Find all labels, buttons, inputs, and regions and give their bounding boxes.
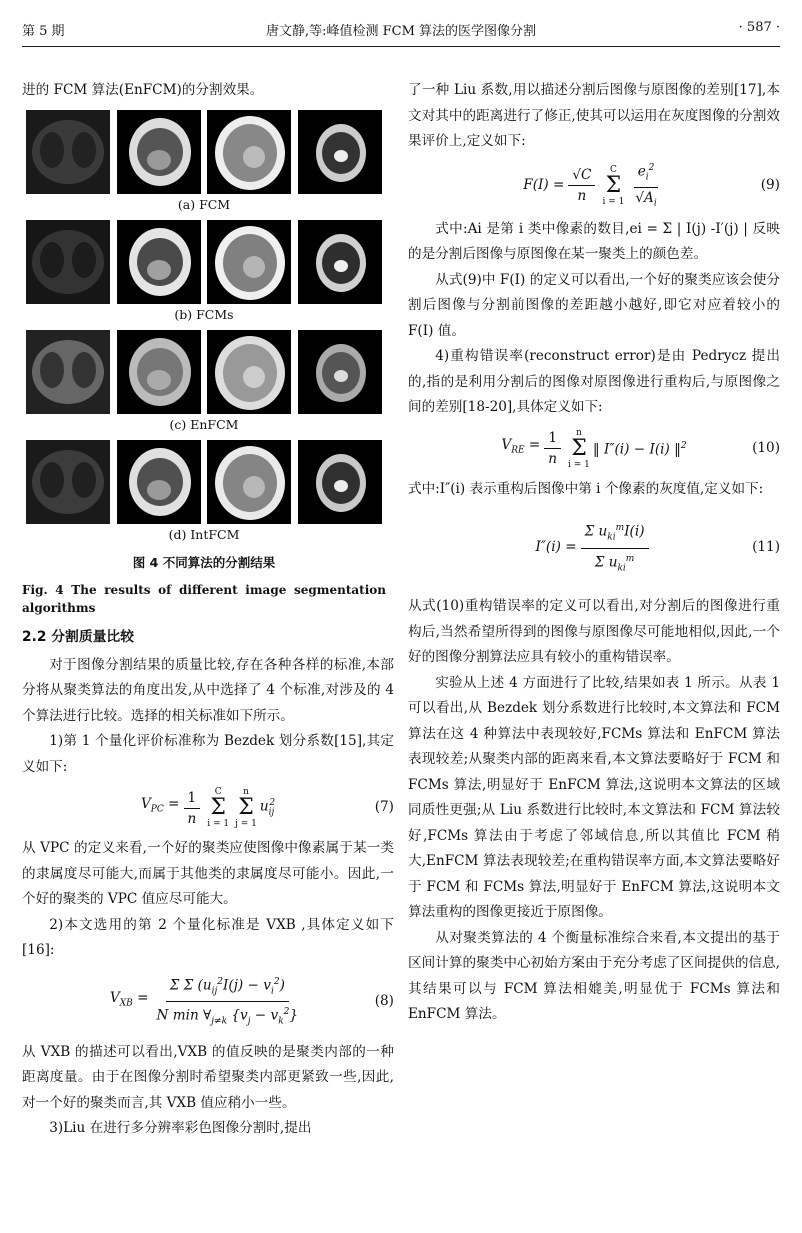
paragraph: 4)重构错误率(reconstruct error)是由 Pedrycz 提出的,指的是利用分割后的图像对原图像进行重构后,与原图像之间的差别[18-20],具体定义如下: [408,348,780,415]
equation-10: $V_{RE}$ = $\frac{1}{n}$ n Σ i = 1 ‖ I″(i) − I(i) ‖$^2$ (10) [501,427,780,470]
paragraph: 式中:I″(i) 表示重构后图像中第 i 个像素的灰度值,定义如下: [408,480,764,497]
ct-image-lung [26,330,110,414]
figure-row-b [22,220,386,304]
paragraph: 2)本文选用的第 2 个量化标准是 VXB ,具体定义如下[16]: [22,916,394,958]
paragraph: 式中:Ai 是第 i 类中像素的数目,ei = Σ | I(j) -I′(j) | 反映的是分割后图像与原图像在某一聚类上的颜色差。 [408,220,780,262]
subfig-label-c: (c) EnFCM [169,416,239,432]
figure-row-d [22,440,386,524]
figure-caption-en: Fig. 4 The results of different image segmentation algorithms [22,583,386,615]
mri-image-brain [207,220,291,304]
mri-image-brain [207,330,291,414]
ct-image-neck [298,220,382,304]
right-column [408,78,780,1028]
intro-line: 进的 FCM 算法(EnFCM)的分割效果。 [22,82,264,98]
paragraph: 从对聚类算法的 4 个衡量标准综合来看,本文提出的基于区间计算的聚类中心初始方案由于充分考虑了区间提供的信息,其结果可以与 FCM 算法相媲美,明显优于 FCMs 算法和 EnFCM 算法。 [408,929,780,1022]
paragraph: 实验从上述 4 方面进行了比较,结果如表 1 所示。从表 1 可以看出,从 Bezdek 划分系数进行比较时,本文算法和 FCM 算法在这 4 种算法中表现较好,FCMs 算法和 EnFCM 算法表现较差;从聚类内部的距离来看,本文算法要略好于 FCM 和 FCMs 算法,明显好于 EnFCM 算法,这说明本文算法的区域同质性更强;从 Liu 系数进行比较时,本文算法和 FCM 算法较好,FCMs 算法由于考虑了邻域信息,所以其值比 FCM 稍大,EnFCM 算法表现较差;在重构错误率方面,本文算法要略好于 FCM 和 FCMs 算法,明显好于 EnFCM 算法,这说明本文算法重构的图像更接近于原图像。 [408,674,780,920]
equation-9: F(I) = $\frac{√C}{n}$ C Σ i = 1 $\frac{e_i^2}{√A_i}$ (9) [408,161,780,211]
ct-image-neck [298,330,382,414]
paragraph: 从 VXB 的描述可以看出,VXB 的值反映的是聚类内部的一种距离度量。由于在图像分割时希望聚类内部更紧致一些,因此,对一个好的聚类而言,其 VXB 值应稍小一些。 [22,1043,394,1111]
subfig-label-a: (a) FCM [177,196,231,212]
figure-row-a [22,110,386,194]
equation-number: (10) [752,439,780,456]
ct-image-head-bone [117,440,201,524]
paragraph: 从 VPC 的定义来看,一个好的聚类应使图像中像素属于某一类的隶属度尽可能大,而属于其他类的隶属度尽可能小。因此,一个好的聚类的 VPC 值应尽可能大。 [22,840,394,907]
equation-number: (7) [374,799,394,816]
figure-4 [22,110,386,618]
left-column [22,78,394,1142]
paragraph: 从式(9)中 F(I) 的定义可以看出,一个好的聚类应该会使分割后图像与分割前图像的差距越小越好,即它对应着较小的 F(I) 值。 [408,271,780,339]
ct-image-lung [26,440,110,524]
equation-number: (11) [752,539,780,556]
ct-image-neck [298,110,382,194]
subfig-label-d: (d) IntFCM [168,526,240,542]
ct-image-head-bone [117,220,201,304]
page-number: · 587 · [738,20,780,35]
paragraph: 从式(10)重构错误率的定义可以看出,对分割后的图像进行重构后,当然希望所得到的图像与原图像尽可能地相似,因此,一个好的图像分割算法应具有较小的重构错误率。 [408,598,780,665]
equation-number: (8) [374,992,394,1009]
section-heading: 2.2 分割质量比较 [22,629,135,645]
ct-image-lung [26,220,110,304]
figure-row-c [22,330,386,414]
ct-image-head-bone [117,330,201,414]
equation-8: $V_{XB}$ = $\frac{\Sigma \Sigma (u_{ij}^2I(j) - v_i^2)}{N \min \forall_{j\ne k} \{v_j - v_k^2\}}$ (8) [22,970,394,1034]
equation-number: (9) [760,176,780,193]
paragraph: 对于图像分割结果的质量比较,存在各种各样的标准,本部分将从聚类算法的角度出发,从中选择了 4 个标准,对涉及的 4 个算法进行比较。选择的相关标准如下所示。 [22,656,394,724]
ct-image-head-bone [117,110,201,194]
ct-image-lung [26,110,110,194]
mri-image-brain [207,110,291,194]
paragraph: 3)Liu 在进行多分辨率彩色图像分割时,提出 [49,1120,312,1136]
figure-caption-cn: 图 4 不同算法的分割结果 [132,554,276,570]
subfig-label-b: (b) FCMs [174,306,234,322]
paragraph: 了一种 Liu 系数,用以描述分割后图像与原图像的差别[17],本文对其中的距离进行了修正,使其可以运用在灰度图像的分割效果评价上,定义如下: [408,82,780,149]
ct-image-neck [298,440,382,524]
equation-7: $V_{PC}$ = $\frac{1}{n}$ C Σ i = 1 n Σ j = 1 $u_{ij}^2$ (7) [140,787,394,829]
paragraph: 1)第 1 个量化评价标准称为 Bezdek 划分系数[15],其定义如下: [22,733,394,775]
equation-11: I″(i) = $\frac{\Sigma u_{ki}^mI(i)}{\Sigma u_{ki}^m}$ (11) [408,508,780,588]
page-header [22,20,780,47]
issue-number: 第 5 期 [22,24,65,39]
running-title: 唐文静,等:峰值检测 FCM 算法的医学图像分割 [265,24,537,39]
mri-image-brain [207,440,291,524]
